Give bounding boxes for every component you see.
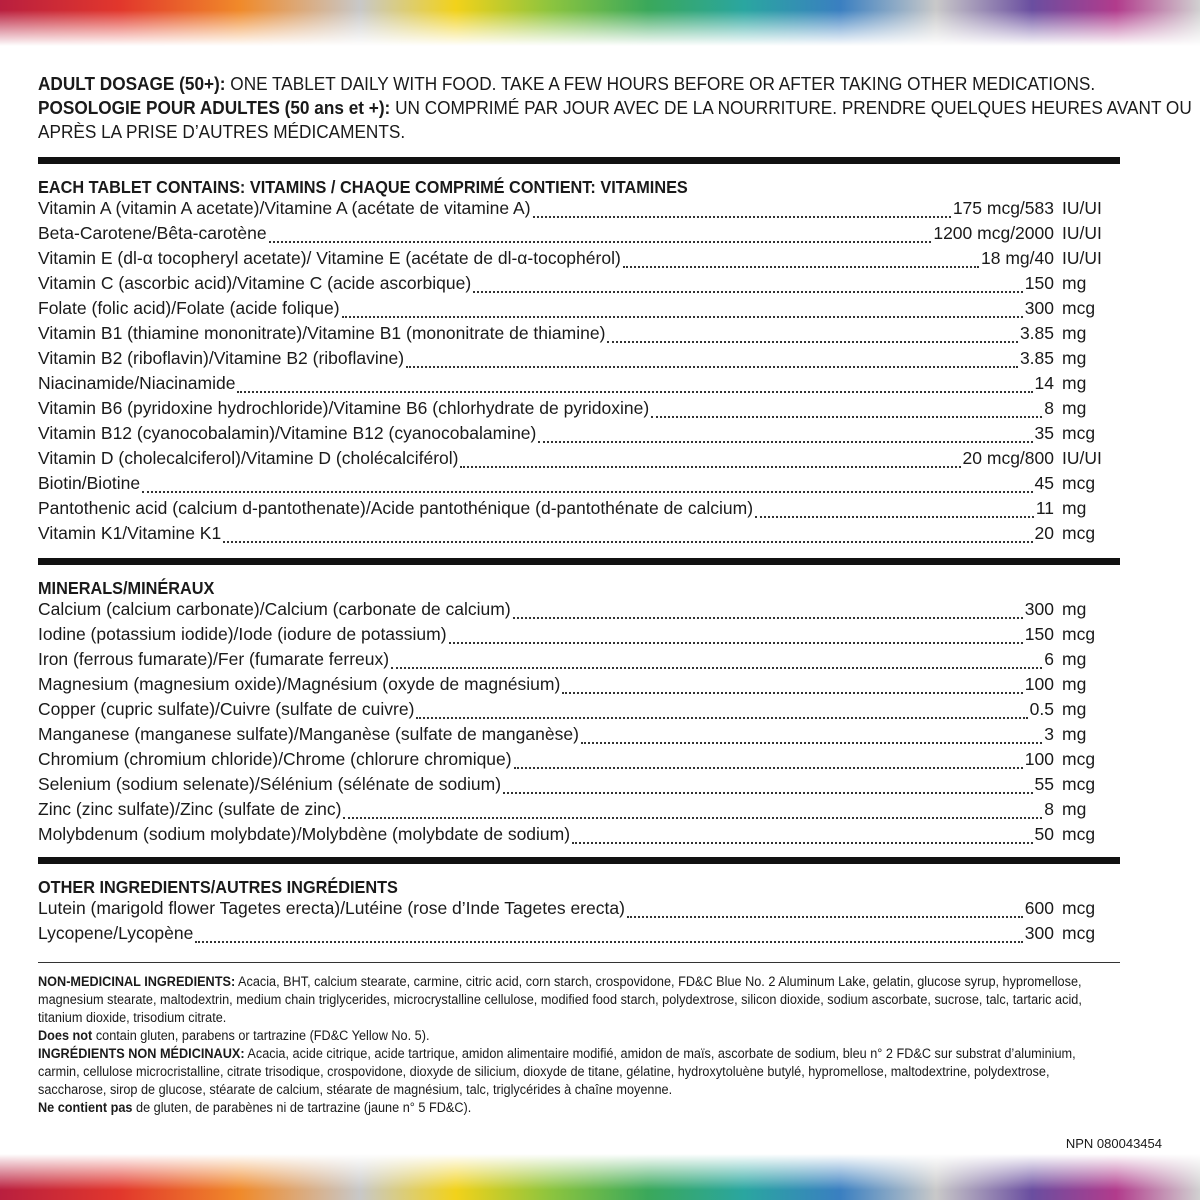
- ingredient-amount: 150: [1024, 624, 1054, 644]
- dot-leader: [572, 841, 1032, 844]
- ingredient-name: Lycopene/Lycopène: [38, 923, 194, 943]
- ingredient-row: [38, 749, 1120, 774]
- ingredient-row: [38, 323, 1120, 348]
- ingredient-unit: mcg: [1062, 923, 1096, 943]
- dot-leader: [651, 415, 1042, 418]
- ingredient-name: Zinc (zinc sulfate)/Zinc (sulfate de zinc): [38, 799, 342, 819]
- ingredient-amount: 300: [1024, 298, 1054, 318]
- dot-leader: [755, 515, 1034, 518]
- ingredient-name: Manganese (manganese sulfate)/Manganèse (sulfate de manganèse): [38, 724, 579, 744]
- ingredient-row: [38, 373, 1120, 398]
- ingredient-row: [38, 273, 1120, 298]
- nonmed-fr-free-label: Ne contient pas: [38, 1100, 133, 1115]
- nonmed-en-text: Acacia, BHT, calcium stearate, carmine, citric acid, corn starch, crospovidone, FD&C Blue No. 2 Aluminum Lake, gelatin, glucose syrup, hypromellose, magnesium stearate, maltodextrin, medium chain triglycerides, microcrystalline cellulose, modified food starch, polydextrose, silicon dioxide, sodium ascorbate, sucrose, talc, tartaric acid, titanium dioxide, trisodium citrate.: [38, 974, 1082, 1025]
- npn-number: NPN 080043454: [1065, 1136, 1162, 1151]
- ingredient-amount: 50: [1034, 824, 1054, 844]
- ingredient-name: Pantothenic acid (calcium d-pantothenate)/Acide pantothénique (d-pantothénate de calcium): [38, 498, 754, 518]
- ingredient-name: Vitamin K1/Vitamine K1: [38, 523, 222, 543]
- ingredient-amount: 11: [1035, 498, 1054, 518]
- ingredient-unit: mg: [1062, 323, 1087, 343]
- ingredient-amount: 55: [1034, 774, 1054, 794]
- ingredient-unit: mg: [1062, 348, 1087, 368]
- section-divider: [38, 558, 1120, 565]
- dot-leader: [538, 440, 1032, 443]
- dot-leader: [142, 490, 1032, 493]
- ingredient-amount: 300: [1024, 923, 1054, 943]
- dosage-instructions: [38, 72, 1192, 144]
- dot-leader: [195, 940, 1022, 943]
- ingredient-row: [38, 624, 1120, 649]
- dot-leader: [416, 716, 1027, 719]
- dot-leader: [627, 915, 1023, 918]
- ingredient-unit: mcg: [1062, 898, 1096, 918]
- dot-leader: [503, 791, 1033, 794]
- ingredient-amount: 8: [1044, 398, 1054, 418]
- ingredient-unit: mg: [1062, 373, 1087, 393]
- ingredient-row: [38, 298, 1120, 323]
- nonmed-en-label: NON-MEDICINAL INGREDIENTS:: [38, 974, 236, 989]
- ingredient-unit: mg: [1062, 649, 1087, 669]
- nonmed-fr-free-text: de gluten, de parabènes ni de tartrazine (jaune n° 5 FD&C).: [132, 1100, 472, 1115]
- dosage-en-text: ONE TABLET DAILY WITH FOOD. TAKE A FEW HOURS BEFORE OR AFTER TAKING OTHER MEDICATIONS.: [225, 73, 1096, 94]
- section-divider: [38, 157, 1120, 164]
- dot-leader: [607, 340, 1018, 343]
- dosage-fr-text: UN COMPRIMÉ PAR JOUR AVEC DE LA NOURRITURE. PRENDRE QUELQUES HEURES AVANT OU: [390, 97, 1192, 118]
- ingredient-amount: 600: [1024, 898, 1054, 918]
- dot-leader: [473, 290, 1023, 293]
- ingredient-name: Vitamin B2 (riboflavin)/Vitamine B2 (riboflavine): [38, 348, 405, 368]
- ingredient-row: [38, 699, 1120, 724]
- ingredient-row: [38, 774, 1120, 799]
- dot-leader: [581, 741, 1042, 744]
- ingredient-amount: 3.85: [1019, 348, 1054, 368]
- ingredient-row: [38, 423, 1120, 448]
- ingredient-amount: 175 mcg/583: [952, 198, 1054, 218]
- ingredient-unit: IU/UI: [1062, 248, 1102, 268]
- dot-leader: [237, 390, 1032, 393]
- non-medicinal-ingredients: [38, 973, 1119, 1117]
- dot-leader: [533, 215, 951, 218]
- rainbow-band-bottom: [0, 1154, 1200, 1200]
- ingredient-row: [38, 674, 1120, 699]
- ingredient-row: [38, 398, 1120, 423]
- ingredient-row: [38, 223, 1120, 248]
- ingredient-amount: 20 mcg/800: [962, 448, 1054, 468]
- ingredient-name: Vitamin C (ascorbic acid)/Vitamine C (acide ascorbique): [38, 273, 472, 293]
- ingredient-unit: mg: [1062, 674, 1087, 694]
- ingredient-name: Iron (ferrous fumarate)/Fer (fumarate ferreux): [38, 649, 390, 669]
- ingredient-name: Folate (folic acid)/Folate (acide folique): [38, 298, 340, 318]
- minerals-list: [38, 599, 1120, 849]
- ingredient-name: Molybdenum (sodium molybdate)/Molybdène (molybdate de sodium): [38, 824, 571, 844]
- ingredient-name: Vitamin B1 (thiamine mononitrate)/Vitamine B1 (mononitrate de thiamine): [38, 323, 606, 343]
- dot-leader: [269, 240, 932, 243]
- ingredient-amount: 45: [1034, 473, 1054, 493]
- thin-divider: [38, 962, 1120, 963]
- ingredient-row: [38, 824, 1120, 849]
- ingredient-row: [38, 248, 1120, 273]
- dot-leader: [406, 365, 1018, 368]
- dot-leader: [342, 315, 1023, 318]
- ingredient-row: [38, 198, 1120, 223]
- ingredient-row: [38, 348, 1120, 373]
- ingredient-name: Vitamin B6 (pyridoxine hydrochloride)/Vitamine B6 (chlorhydrate de pyridoxine): [38, 398, 650, 418]
- ingredient-unit: mg: [1062, 599, 1087, 619]
- ingredient-amount: 14: [1034, 373, 1054, 393]
- nonmed-en-free-label: Does not: [38, 1028, 93, 1043]
- ingredient-row: [38, 649, 1120, 674]
- ingredient-name: Selenium (sodium selenate)/Sélénium (sélénate de sodium): [38, 774, 502, 794]
- dot-leader: [623, 265, 979, 268]
- ingredient-unit: IU/UI: [1062, 223, 1102, 243]
- ingredient-amount: 100: [1024, 674, 1054, 694]
- ingredient-unit: mcg: [1062, 423, 1096, 443]
- ingredient-name: Vitamin B12 (cyanocobalamin)/Vitamine B12 (cyanocobalamine): [38, 423, 537, 443]
- ingredient-unit: mg: [1062, 498, 1087, 518]
- ingredient-unit: IU/UI: [1062, 198, 1102, 218]
- ingredient-row: [38, 923, 1120, 948]
- ingredient-amount: 3: [1044, 724, 1054, 744]
- ingredient-amount: 8: [1044, 799, 1054, 819]
- ingredient-amount: 6: [1044, 649, 1054, 669]
- ingredient-row: [38, 724, 1120, 749]
- rainbow-band-top: [0, 0, 1200, 46]
- dosage-en-label: ADULT DOSAGE (50+):: [38, 73, 226, 94]
- other-ingredients-list: [38, 898, 1120, 948]
- minerals-heading: MINERALS/MINÉRAUX: [38, 578, 215, 598]
- ingredient-row: [38, 473, 1120, 498]
- ingredient-name: Lutein (marigold flower Tagetes erecta)/Lutéine (rose d’Inde Tagetes erecta): [38, 898, 625, 918]
- ingredient-name: Biotin/Biotine: [38, 473, 141, 493]
- ingredient-row: [38, 799, 1120, 824]
- nonmed-fr-text: Acacia, acide citrique, acide tartrique, amidon alimentaire modifié, amidon de maïs, ascorbate de sodium, bleu n° 2 FD&C sur substrat d’aluminium, carmin, cellulose microcristalline, citrate trisodique, crospovidone, dioxyde de silicium, dioxyde de titane, gélatine, hydroxytoluène butylé, hypromellose, maltodextrine, polydextrose, saccharose, sirop de glucose, stéarate de calcium, stéarate de magnésium, talc, triglycérides à chaîne moyenne.: [38, 1046, 1076, 1097]
- ingredient-name: Niacinamide/Niacinamide: [38, 373, 236, 393]
- ingredient-name: Vitamin E (dl-α tocopheryl acetate)/ Vitamine E (acétate de dl-α-tocophérol): [38, 248, 621, 268]
- ingredient-unit: mcg: [1062, 774, 1096, 794]
- ingredient-row: [38, 523, 1120, 548]
- ingredient-unit: mg: [1062, 699, 1087, 719]
- section-divider: [38, 857, 1120, 864]
- dosage-fr-label: POSOLOGIE POUR ADULTES (50 ans et +):: [38, 97, 391, 118]
- ingredient-amount: 35: [1034, 423, 1054, 443]
- ingredient-unit: IU/UI: [1062, 448, 1102, 468]
- dosage-fr-text-2: APRÈS LA PRISE D’AUTRES MÉDICAMENTS.: [38, 121, 406, 142]
- ingredient-unit: mcg: [1062, 624, 1096, 644]
- label-panel: [38, 72, 1192, 1117]
- ingredient-unit: mcg: [1062, 824, 1096, 844]
- ingredient-name: Chromium (chromium chloride)/Chrome (chlorure chromique): [38, 749, 512, 769]
- ingredient-row: [38, 448, 1120, 473]
- ingredient-unit: mg: [1062, 799, 1087, 819]
- ingredient-name: Calcium (calcium carbonate)/Calcium (carbonate de calcium): [38, 599, 511, 619]
- ingredient-amount: 3.85: [1019, 323, 1054, 343]
- ingredient-unit: mg: [1062, 724, 1087, 744]
- dot-leader: [449, 641, 1023, 644]
- ingredient-name: Copper (cupric sulfate)/Cuivre (sulfate de cuivre): [38, 699, 415, 719]
- dot-leader: [343, 816, 1042, 819]
- ingredient-amount: 300: [1024, 599, 1054, 619]
- dot-leader: [223, 540, 1032, 543]
- ingredient-unit: mg: [1062, 273, 1087, 293]
- dot-leader: [562, 691, 1022, 694]
- dot-leader: [513, 616, 1023, 619]
- ingredient-name: Vitamin D (cholecalciferol)/Vitamine D (cholécalciférol): [38, 448, 459, 468]
- ingredient-amount: 20: [1034, 523, 1054, 543]
- ingredient-unit: mg: [1062, 398, 1087, 418]
- ingredient-name: Iodine (potassium iodide)/Iode (iodure de potassium): [38, 624, 447, 644]
- dot-leader: [391, 666, 1042, 669]
- other-ingredients-heading: OTHER INGREDIENTS/AUTRES INGRÉDIENTS: [38, 877, 398, 897]
- ingredient-amount: 18 mg/40: [981, 248, 1054, 268]
- ingredient-row: [38, 599, 1120, 624]
- vitamins-heading: EACH TABLET CONTAINS: VITAMINS / CHAQUE COMPRIMÉ CONTIENT: VITAMINES: [38, 177, 688, 197]
- ingredient-unit: mcg: [1062, 298, 1096, 318]
- ingredient-amount: 150: [1024, 273, 1054, 293]
- vitamins-list: [38, 198, 1120, 548]
- ingredient-row: [38, 898, 1120, 923]
- ingredient-name: Magnesium (magnesium oxide)/Magnésium (oxyde de magnésium): [38, 674, 561, 694]
- ingredient-row: [38, 498, 1120, 523]
- ingredient-name: Vitamin A (vitamin A acetate)/Vitamine A (acétate de vitamine A): [38, 198, 531, 218]
- ingredient-amount: 0.5: [1029, 699, 1054, 719]
- nonmed-fr-label: INGRÉDIENTS NON MÉDICINAUX:: [38, 1046, 245, 1061]
- ingredient-amount: 1200 mcg/2000: [933, 223, 1054, 243]
- ingredient-name: Beta-Carotene/Bêta-carotène: [38, 223, 267, 243]
- dot-leader: [460, 465, 960, 468]
- dot-leader: [514, 766, 1023, 769]
- ingredient-unit: mcg: [1062, 523, 1096, 543]
- ingredient-amount: 100: [1024, 749, 1054, 769]
- ingredient-unit: mcg: [1062, 749, 1096, 769]
- ingredient-unit: mcg: [1062, 473, 1096, 493]
- nonmed-en-free-text: contain gluten, parabens or tartrazine (FD&C Yellow No. 5).: [92, 1028, 430, 1043]
